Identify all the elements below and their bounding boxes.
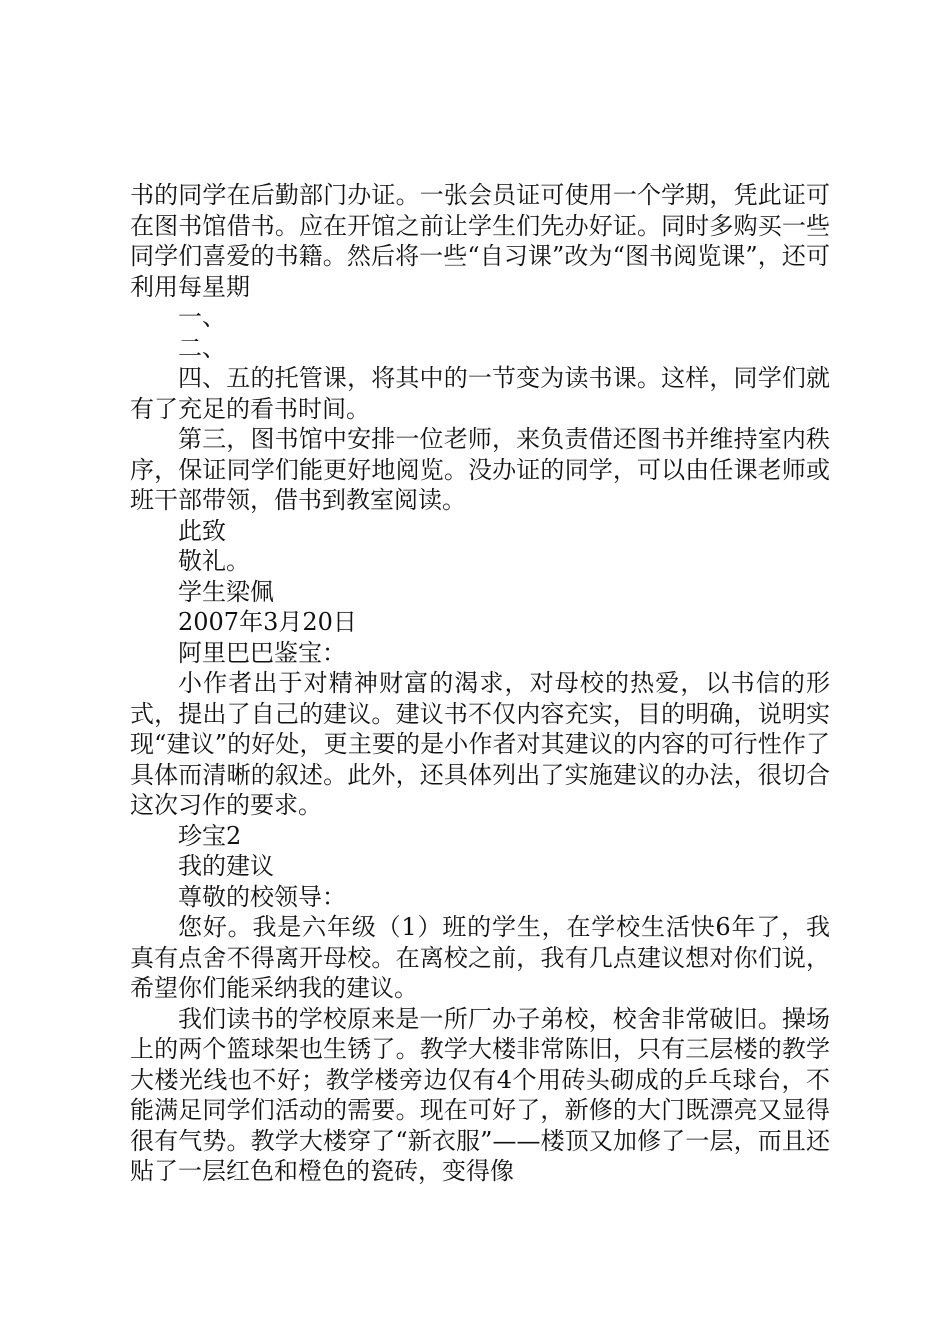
review-paragraph: 小作者出于对精神财富的渴求，对母校的热爱，以书信的形式，提出了自己的建议。建议书不仅内容充实，目的明确，说明实现“建议”的好处，更主要的是小作者对其建议的内容的可行性作了具体而清晰的叙述。此外，还具体列出了实施建议的办法，很切合这次习作的要求。	[130, 669, 830, 819]
salutation: 尊敬的校领导：	[178, 882, 346, 911]
paragraph-greeting: 您好。我是六年级（1）班的学生，在学校生活快6年了，我真有点舍不得离开母校。在离校之前，我有几点建议想对你们说，希望你们能采纳我的建议。	[130, 913, 830, 1002]
list-marker-one: 一、	[178, 303, 226, 331]
section-title-treasure-2: 珍宝2	[178, 821, 242, 850]
paragraph-school-description: 我们读书的学校原来是一所厂办子弟校，校舍非常破旧。操场上的两个篮球架也生锈了。教学大楼非常陈旧，只有三层楼的教学大楼光线也不好；教学楼旁边仅有4个用砖头砌成的乒乓球台，不能满足同学们活动的需要。现在可好了，新修的大门既漂亮又显得很有气势。教学大楼穿了“新衣服”——楼顶又加修了一层，而且还贴了一层红色和橙色的瓷砖，变得像	[130, 1004, 830, 1185]
paragraph-third-point: 第三，图书馆中安排一位老师，来负责借还图书并维持室内秩序，保证同学们能更好地阅览。没办证的同学，可以由任课老师或班干部带领，借书到教室阅读。	[130, 425, 830, 514]
paragraph-continuation: 书的同学在后勤部门办证。一张会员证可使用一个学期，凭此证可在图书馆借书。应在开馆之前让学生们先办好证。同时多购买一些同学们喜爱的书籍。然后将一些“自习课”改为“图书阅览课”，还可利用每星期	[130, 181, 830, 301]
closing-greeting: 此致	[178, 516, 226, 545]
letter-date: 2007年3月20日	[178, 608, 357, 636]
essay-title: 我的建议	[178, 852, 274, 880]
document-page	[130, 180, 830, 1187]
list-marker-two: 二、	[178, 333, 226, 362]
closing-salute: 敬礼。	[178, 547, 250, 575]
review-heading: 阿里巴巴鉴宝：	[178, 638, 346, 667]
signature: 学生梁佩	[178, 577, 274, 606]
paragraph-reading-class: 四、五的托管课，将其中的一节变为读书课。这样，同学们就有了充足的看书时间。	[130, 364, 830, 423]
